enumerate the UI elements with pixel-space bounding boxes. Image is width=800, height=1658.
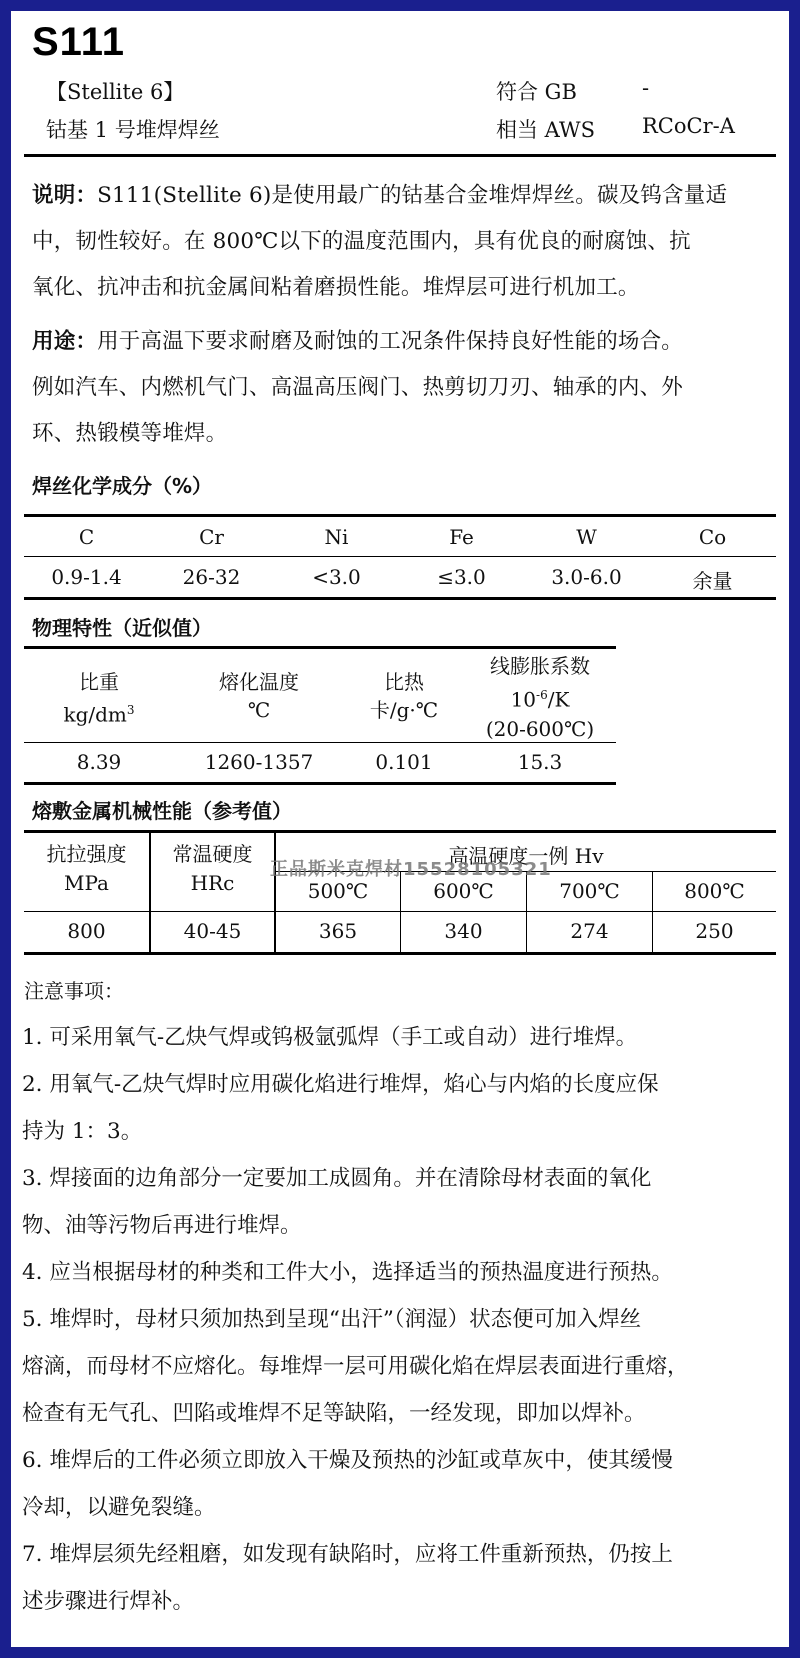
- chemistry-heading: 焊丝化学成分（%）: [32, 474, 213, 498]
- description-label: 说明：: [32, 183, 98, 208]
- mech-header-hardness: [151, 840, 274, 898]
- mechanical-bottom-rule: [24, 952, 776, 955]
- phys-header-specific-heat-label: 比热: [384, 670, 424, 694]
- mechanical-heading: 熔敷金属机械性能（参考值）: [32, 799, 292, 823]
- mech-temp-700: 700℃: [559, 879, 620, 903]
- chem-value-cr: 26-32: [182, 565, 241, 589]
- description-line: 氧化、抗冲击和抗金属间粘着磨损性能。堆焊层可进行机加工。: [32, 275, 640, 300]
- phys-header-specific-heat-unit: 卡/g·℃: [369, 698, 439, 722]
- physical-heading: 物理特性（近似值）: [32, 616, 212, 640]
- usage-line: 用于高温下要求耐磨及耐蚀的工况条件保持良好性能的场合。: [97, 329, 684, 354]
- usage-block: [32, 319, 777, 457]
- description-line: 中，韧性较好。在 800℃以下的温度范围内，具有优良的耐腐蚀、抗: [32, 229, 691, 254]
- aws-label: 相当 AWS: [496, 118, 595, 142]
- phys-header-melting-label: 熔化温度: [219, 670, 299, 694]
- note-line: 6. 堆焊后的工件必须立即放入干燥及预热的沙缸或草灰中，使其缓慢: [22, 1448, 673, 1473]
- chem-header-cr: Cr: [199, 525, 224, 549]
- note-line: 检查有无气孔、凹陷或堆焊不足等缺陷，一经发现，即加以焊补。: [22, 1401, 646, 1426]
- mechanical-top-rule: [24, 830, 776, 833]
- brand-label: 【Stellite 6】: [46, 80, 185, 104]
- usage-line: 环、热锻模等堆焊。: [32, 421, 228, 446]
- description-line: S111(Stellite 6)是使用最广的钴基合金堆焊焊丝。碳及钨含量适: [97, 183, 728, 208]
- phys-header-melting: [174, 668, 344, 724]
- physical-top-rule: [24, 646, 616, 649]
- chemistry-mid-rule: [24, 556, 776, 557]
- gb-value: -: [642, 76, 650, 100]
- mech-value-hardness: 40-45: [183, 919, 242, 943]
- phys-header-expansion: [464, 652, 616, 744]
- mech-header-tensile-unit: MPa: [64, 871, 109, 895]
- mech-value-700: 274: [570, 919, 609, 943]
- note-line: 7. 堆焊层须先经粗磨，如发现有缺陷时，应将工件重新预热，仍按上: [22, 1542, 673, 1567]
- chem-value-ni: <3.0: [312, 565, 361, 589]
- chemistry-top-rule: [24, 514, 776, 517]
- description-block: [32, 173, 777, 311]
- notes-heading: 注意事项：: [24, 979, 124, 1003]
- watermark-text: 正品斯米克焊材15528105321: [270, 859, 552, 880]
- phys-header-expansion-unit: /K: [547, 687, 570, 712]
- chem-header-w: W: [576, 525, 597, 549]
- mech-temp-500: 500℃: [307, 879, 369, 903]
- note-line: 5. 堆焊时，母材只须加热到呈现“出汗”（润湿）状态便可加入焊丝: [22, 1307, 642, 1332]
- gb-label: 符合 GB: [496, 80, 577, 104]
- note-line: 3. 焊接面的边角部分一定要加工成圆角。并在清除母材表面的氧化: [22, 1166, 652, 1191]
- phys-value-density: 8.39: [76, 750, 122, 774]
- mech-value-800: 250: [695, 919, 734, 943]
- note-line: 熔滴，而母材不应熔化。每堆焊一层可用碳化焰在焊层表面进行重熔，: [22, 1354, 689, 1379]
- note-line: 述步骤进行焊补。: [22, 1589, 195, 1614]
- phys-header-melting-unit: ℃: [247, 698, 271, 722]
- chem-header-ni: Ni: [324, 525, 349, 549]
- phys-header-density-unit: kg/dm: [63, 702, 127, 727]
- mech-value-tensile: 800: [67, 919, 106, 943]
- chemistry-bottom-rule: [24, 597, 776, 600]
- phys-value-expansion: 15.3: [517, 750, 563, 774]
- note-line: 4. 应当根据母材的种类和工件大小，选择适当的预热温度进行预热。: [22, 1260, 673, 1285]
- product-subtitle: 钴基 1 号堆焊焊丝: [46, 118, 220, 142]
- mech-header-hardness-label: 常温硬度: [172, 842, 253, 866]
- usage-label: 用途：: [32, 329, 98, 354]
- chem-value-co: 余量: [692, 569, 733, 593]
- notes-list: [22, 1014, 782, 1625]
- phys-value-melting: 1260-1357: [204, 750, 314, 774]
- mech-value-600: 340: [444, 919, 483, 943]
- note-line: 持为 1：3。: [22, 1119, 143, 1144]
- chem-header-fe: Fe: [449, 525, 474, 549]
- physical-mid-rule: [24, 742, 616, 743]
- mech-header-hot-hardness: 高温硬度一例 Hv: [448, 844, 604, 868]
- phys-header-expansion-label: 线膨胀系数: [490, 654, 590, 678]
- note-line: 1. 可采用氧气-乙炔气焊或钨极氩弧焊（手工或自动）进行堆焊。: [22, 1025, 638, 1050]
- phys-header-density-exp: 3: [126, 703, 135, 717]
- phys-header-density-label: 比重: [79, 670, 119, 694]
- phys-header-expansion-base: 10: [510, 687, 537, 712]
- physical-bottom-rule: [24, 782, 616, 785]
- mech-temp-800: 800℃: [684, 879, 745, 903]
- chem-value-fe: ≤3.0: [437, 565, 486, 589]
- phys-header-specific-heat: [344, 668, 464, 724]
- mech-value-500: 365: [318, 919, 358, 943]
- note-line: 2. 用氧气-乙炔气焊时应用碳化焰进行堆焊，焰心与内焰的长度应保: [22, 1072, 659, 1097]
- mech-header-tensile-label: 抗拉强度: [46, 842, 127, 866]
- usage-line: 例如汽车、内燃机气门、高温高压阀门、热剪切刀刃、轴承的内、外: [32, 375, 684, 400]
- note-line: 冷却，以避免裂缝。: [22, 1495, 216, 1520]
- phys-value-specific-heat: 0.101: [375, 750, 433, 774]
- chem-value-c: 0.9-1.4: [51, 565, 122, 589]
- mech-mid-rule: [24, 911, 776, 912]
- chem-value-w: 3.0-6.0: [551, 565, 622, 589]
- note-line: 物、油等污物后再进行堆焊。: [22, 1213, 302, 1238]
- phys-header-density: [24, 668, 174, 729]
- mech-header-hardness-unit: HRc: [190, 871, 235, 895]
- mech-temp-600: 600℃: [433, 879, 494, 903]
- phys-header-expansion-range: (20-600℃): [485, 716, 595, 741]
- chem-header-co: Co: [698, 525, 727, 549]
- aws-value: RCoCr-A: [642, 114, 735, 138]
- chem-header-c: C: [78, 525, 95, 549]
- phys-header-expansion-exp: -6: [536, 688, 548, 702]
- header-rule: [24, 154, 776, 157]
- mech-header-tensile: [24, 840, 149, 898]
- product-title: S111: [32, 20, 126, 64]
